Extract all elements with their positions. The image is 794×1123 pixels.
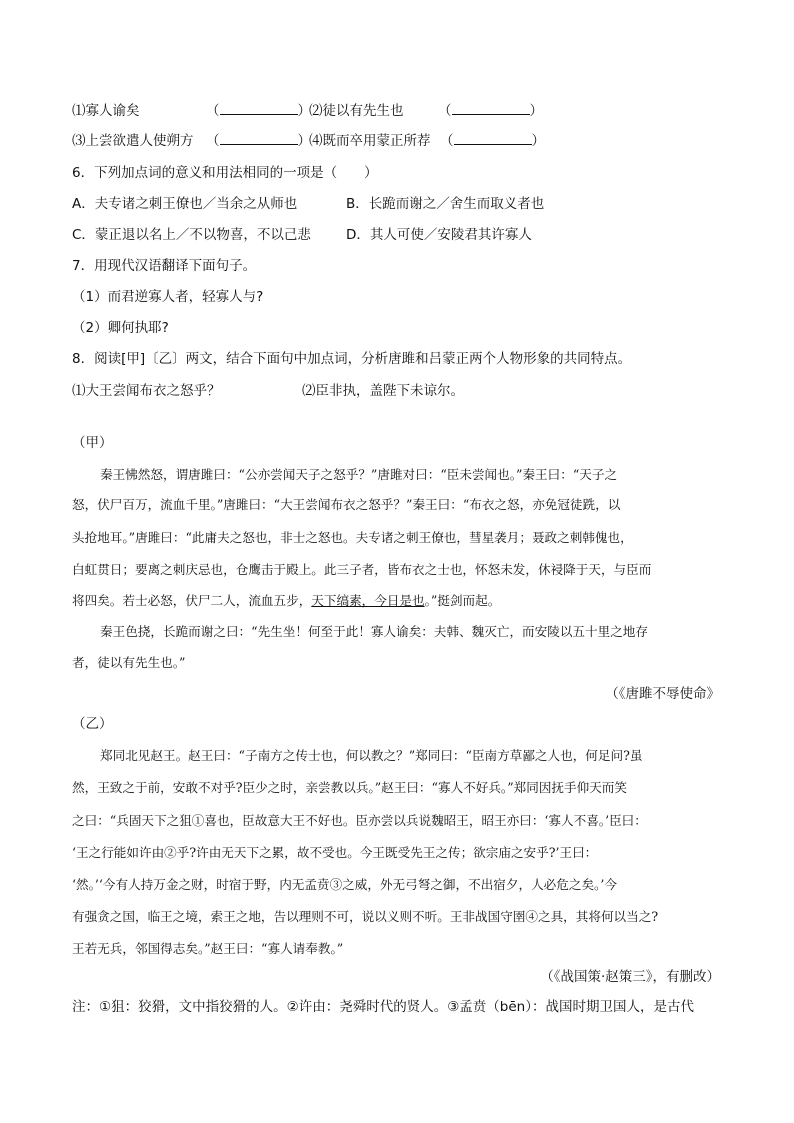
passage-jia-label: （甲） xyxy=(72,435,113,451)
q7-sentence-2: （2）卿何执耶? xyxy=(72,320,169,336)
q5-answer-blank-2[interactable]: （ ） xyxy=(438,103,543,119)
passage-yi-line: ‘王之行能如许由②乎?许由无天下之累，故不受也。今王既受先王之传；欲宗庙之安乎?’王曰： xyxy=(72,845,598,860)
passage-jia-line: 头抢地耳。”唐雎曰：“此庸夫之怒也，非士之怒也。夫专诸之刺王僚也，彗星袭月；聂政之刺韩傀也， xyxy=(72,530,633,545)
q8-sentence-2: ⑵臣非执，盖陛下未谅尔。 xyxy=(302,383,464,399)
q6-stem: 6．下列加点词的意义和用法相同的一项是（ ） xyxy=(72,165,378,181)
passage-yi-line: 之曰：“兵固天下之狙①喜也，臣故意大王不好也。臣亦尝以兵说魏昭王，昭王亦曰：‘寡人不喜。’臣曰： xyxy=(72,813,647,828)
q5-item-3 xyxy=(72,131,194,151)
item-text: 既而卒用蒙正所荐 xyxy=(322,133,431,149)
passage-jia-line: 白虹贯日；要离之刺庆忌也，仓鹰击于殿上。此三子者，皆布衣之士也，怀怒未发，休祲降于天，与臣而 xyxy=(72,562,652,577)
item-text: 徒以有先生也 xyxy=(322,103,404,119)
answer-line[interactable] xyxy=(452,101,530,115)
passage-yi-label: （乙） xyxy=(72,716,113,732)
passage-jia-line: 者，徒以有先生也。” xyxy=(72,655,186,670)
item-number: ⑶ xyxy=(72,133,86,149)
q6-option-d: D．其人可使／安陵君其许寡人 xyxy=(346,227,532,243)
q5-answer-blank-3[interactable]: （ ） xyxy=(206,133,311,149)
passage-yi-line: 郑同北见赵王。赵王曰：“子南方之传士也，何以教之？”郑同曰：“臣南方草鄙之人也，何足问?虽 xyxy=(100,748,643,763)
item-text: 寡人谕矣 xyxy=(85,103,140,119)
passage-yi-source: （《战国策·赵策三》，有删改） xyxy=(540,969,720,985)
passage-jia-line-last: 将四矣。若士必怒，伏尸二人，流血五步，天下缟素，今日是也。”挺剑而起。 xyxy=(72,593,501,608)
passage-jia-line: 秦王色挠，长跪而谢之曰：“先生坐！何至于此！寡人谕矣：夫韩、魏灭亡，而安陵以五十里之地存 xyxy=(100,624,648,639)
item-text: 上尝欲遣人使朔方 xyxy=(85,133,194,149)
passage-yi-line: 然，王致之于前，安敢不对乎?臣少之时，亲尝教以兵。”赵王曰：“寡人不好兵。”郑同因抚手仰天而笑 xyxy=(72,780,627,795)
underlined-sentence: 天下缟素，今日是也 xyxy=(311,593,425,608)
q6-option-a: A．夫专诸之刺王僚也／当余之从师也 xyxy=(72,196,298,212)
q7-stem: 7．用现代汉语翻译下面句子。 xyxy=(72,258,257,274)
item-number: ⑷ xyxy=(309,133,323,149)
q7-sentence-1: （1）而君逆寡人者，轻寡人与? xyxy=(72,289,264,305)
passage-yi-line: 王若无兵，邻国得志矣。”赵王曰：“寡人请奉教。” xyxy=(72,941,344,956)
q6-option-b: B．长跪而谢之／舍生而取义者也 xyxy=(346,196,545,212)
q5-item-4 xyxy=(309,131,431,151)
q5-answer-blank-1[interactable]: （ ） xyxy=(206,103,311,119)
q5-item-1 xyxy=(72,101,140,121)
passage-yi-line: ‘然。’‘今有人持万金之财，时宿于野，内无孟贲③之威，外无弓弩之御，不出宿夕，人必危之矣。’今 xyxy=(72,877,617,892)
passage-jia-source: （《唐雎不辱使命》 xyxy=(605,686,720,702)
q6-option-c: C．蒙正退以名上／不以物喜，不以己悲 xyxy=(72,227,311,243)
answer-line[interactable] xyxy=(454,131,532,145)
q8-sentence-1: ⑴大王尝闻布衣之怒乎？ xyxy=(72,383,221,399)
passage-jia-line: 秦王怫然怒，谓唐雎曰：“公亦尝闻天子之怒乎？”唐雎对曰：“臣未尝闻也。”秦王曰：“天子之 xyxy=(100,467,618,482)
passage-jia-line: 怒，伏尸百万，流血千里。”唐雎曰：“大王尝闻布衣之怒乎？”秦王曰：“布衣之怒，亦免冠徒跣，以 xyxy=(72,497,621,512)
answer-line[interactable] xyxy=(220,101,298,115)
q5-answer-blank-4[interactable]: （ ） xyxy=(440,133,545,149)
q5-item-2 xyxy=(309,101,404,121)
item-number: ⑵ xyxy=(309,103,323,119)
q8-stem: 8．阅读[甲]〔乙〕两文，结合下面句中加点词，分析唐雎和吕蒙正两个人物形象的共同特点。 xyxy=(72,351,632,367)
passage-yi-line: 有强贪之国，临王之境，索王之地，告以理则不可，说以义则不听。王非战国守圉④之具，其将何以当之? xyxy=(72,909,659,924)
answer-line[interactable] xyxy=(220,131,298,145)
footnote: 注：①狙：狡猾，文中指狡猾的人。②许由：尧舜时代的贤人。③孟贲（bēn）：战国时期卫国人，是古代 xyxy=(72,999,694,1015)
item-number: ⑴ xyxy=(72,103,86,119)
